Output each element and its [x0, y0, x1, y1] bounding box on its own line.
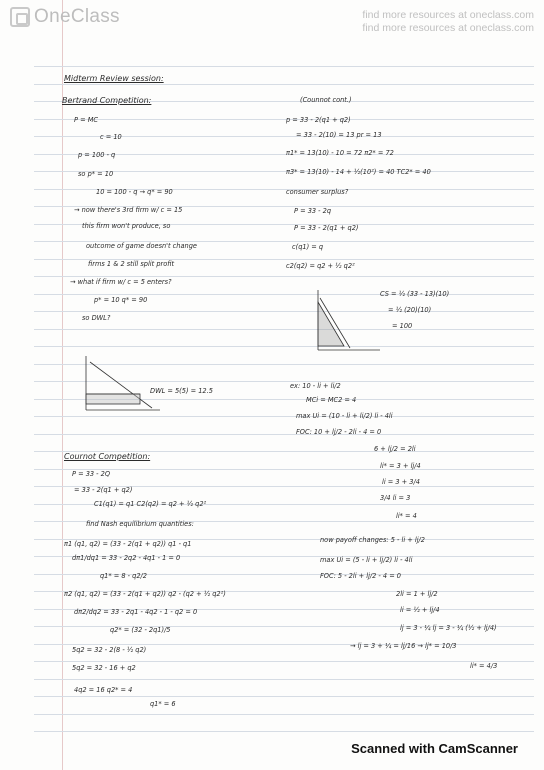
note-line: max Ui = (5 - li + lj/2) li - 4li — [320, 556, 413, 564]
note-line: FOC: 5 - 2li + lj/2 - 4 = 0 — [320, 572, 402, 580]
note-line: 10 = 100 - q → q* = 90 — [96, 188, 173, 196]
note-line: li = 3 + 3/4 — [382, 478, 420, 486]
note-line: q1* = 6 — [150, 700, 176, 708]
note-line: c = 10 — [100, 133, 122, 141]
ruled-line — [34, 66, 534, 67]
note-line: max Ui = (10 - li + li/2) li - 4li — [296, 412, 393, 420]
scanner-watermark: Scanned with CamScanner — [351, 741, 518, 756]
note-line: c2(q2) = q2 + ½ q2² — [286, 262, 355, 270]
note-line: li = ½ + lj/4 — [400, 606, 440, 614]
note-line: MCi = MC2 = 4 — [306, 396, 357, 404]
note-line: 4q2 = 16 q2* = 4 — [74, 686, 133, 694]
ruled-line — [34, 329, 534, 330]
ruled-line — [34, 364, 534, 365]
note-line: C1(q1) = q1 C2(q2) = q2 + ½ q2² — [94, 500, 207, 508]
ruled-line — [34, 119, 534, 120]
note-line: π1* = 13(10) - 10 = 72 π2* = 72 — [286, 149, 394, 157]
ruled-line — [34, 731, 534, 732]
note-line: = 33 - 2(10) = 13 pr = 13 — [296, 131, 382, 139]
note-line: FOC: 10 + lj/2 - 2li - 4 = 0 — [296, 428, 382, 436]
note-line: Cournot Competition: — [64, 452, 151, 461]
note-line: = ½ (20)(10) — [388, 306, 432, 314]
ruled-line — [34, 696, 534, 697]
ruled-line — [34, 346, 534, 347]
note-line: P = 33 - 2q — [294, 207, 332, 215]
tagline-line-2: find more resources at oneclass.com — [362, 22, 534, 34]
note-line: (Counnot cont.) — [300, 96, 352, 104]
note-line: CS = ½ (33 - 13)(10) — [380, 290, 450, 298]
note-line: dπ2/dq2 = 33 - 2q1 - 4q2 - 1 - q2 = 0 — [74, 608, 198, 616]
note-line: p = 100 - q — [78, 151, 116, 159]
note-line: 2li = 1 + lj/2 — [396, 590, 438, 598]
note-line: find Nash equilibrium quantities: — [86, 520, 194, 528]
note-line: = 100 — [392, 322, 413, 330]
ruled-line — [34, 399, 534, 400]
note-line: li* = 3 + lj/4 — [380, 462, 421, 470]
margin-line — [62, 0, 63, 770]
ruled-line — [34, 311, 534, 312]
logo-icon — [10, 7, 30, 27]
note-line: consumer surplus? — [286, 188, 349, 196]
ruled-line — [34, 276, 534, 277]
ruled-line — [34, 434, 534, 435]
note-line: q1* = 8 - q2/2 — [100, 572, 147, 580]
note-line: li* = 4/3 — [470, 662, 498, 670]
logo-wordmark: OneClass — [34, 6, 120, 27]
note-line: 5q2 = 32 - 16 + q2 — [72, 664, 136, 672]
ruled-line — [34, 661, 534, 662]
note-line: firms 1 & 2 still split profit — [88, 260, 175, 268]
note-line: 6 + lj/2 = 2li — [374, 445, 416, 453]
note-line: lj = 3 - ¼ lj = 3 - ¼ (½ + lj/4) — [400, 624, 497, 632]
tagline-line-1: find more resources at oneclass.com — [362, 9, 534, 21]
note-line: dπ1/dq1 = 33 - 2q2 - 4q1 - 1 = 0 — [72, 554, 181, 562]
note-line: DWL = 5(5) = 12.5 — [150, 387, 213, 395]
note-line: 3/4 li = 3 — [380, 494, 411, 502]
note-line: = 33 - 2(q1 + q2) — [74, 486, 133, 494]
note-line: P = 33 - 2Q — [72, 470, 111, 478]
note-line: p* = 10 q* = 90 — [94, 296, 148, 304]
note-line: π2 (q1, q2) = (33 - 2(q1 + q2)) q2 - (q2 + ½ q2²) — [64, 590, 226, 598]
note-line: p = 33 - 2(q1 + q2) — [286, 116, 351, 124]
note-line: li* = 4 — [396, 512, 417, 520]
note-line: q2* = (32 - 2q1)/5 — [110, 626, 171, 634]
header-tagline — [362, 9, 534, 35]
note-line: P = MC — [74, 116, 98, 124]
note-line: outcome of game doesn't change — [86, 242, 197, 250]
ruled-line — [34, 644, 534, 645]
ruled-line — [34, 714, 534, 715]
note-line: → now there's 3rd firm w/ c = 15 — [74, 206, 183, 214]
note-line: 5q2 = 32 - 2(8 - ½ q2) — [72, 646, 147, 654]
note-line: ex: 10 - li + li/2 — [290, 382, 341, 390]
note-line: → what if firm w/ c = 5 enters? — [70, 278, 172, 286]
note-line: so DWL? — [82, 314, 111, 322]
note-line: this firm won't produce, so — [82, 222, 171, 230]
note-line: P = 33 - 2(q1 + q2) — [294, 224, 359, 232]
ruled-line — [34, 679, 534, 680]
note-line: π3* = 13(10) - 14 + ½(10²) = 40 TC2* = 40 — [286, 168, 431, 176]
note-line: π1 (q1, q2) = (33 - 2(q1 + q2)) q1 - q1 — [64, 540, 192, 548]
note-line: → lj = 3 + ¼ = lj/16 → lj* = 10/3 — [350, 642, 457, 650]
logo — [10, 6, 120, 28]
ruled-line — [34, 294, 534, 295]
note-line: c(q1) = q — [292, 243, 324, 251]
sketch-right — [318, 290, 380, 350]
note-line: so p* = 10 — [78, 170, 114, 178]
note-line: Midterm Review session: — [64, 74, 164, 83]
ruled-line — [34, 381, 534, 382]
note-line: now payoff changes: 5 - li + lj/2 — [320, 536, 425, 544]
ruled-line — [34, 416, 534, 417]
ruled-line — [34, 84, 534, 85]
note-line: Bertrand Competition: — [62, 96, 152, 105]
